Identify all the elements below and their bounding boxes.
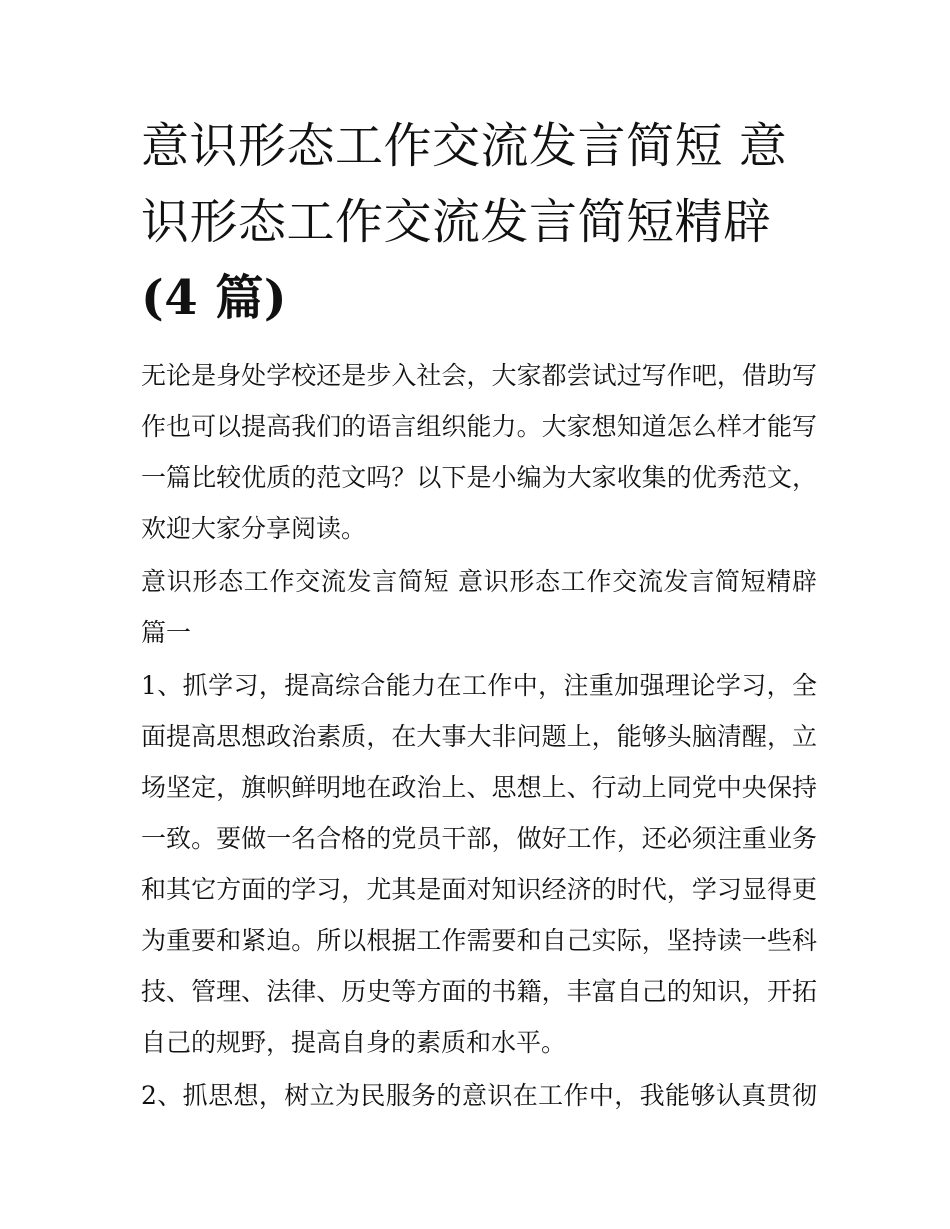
title-line: 识形态工作交流发言简短精辟 — [141, 194, 772, 250]
section-heading — [141, 556, 817, 658]
text-line: 无论是身处学校还是步入社会，大家都尝试过写作吧，借助写 — [141, 361, 817, 390]
text-line: 场坚定，旗帜鲜明地在政治上、思想上、行动上同党中央保持 — [141, 773, 817, 802]
point-2-paragraph — [141, 1070, 817, 1121]
text-line: 1、抓学习，提高综合能力在工作中，注重加强理论学习，全 — [141, 671, 817, 700]
text-line: 欢迎大家分享阅读。 — [141, 514, 367, 543]
text-line: 篇一 — [141, 618, 192, 647]
document-content — [141, 108, 817, 1121]
text-line: 技、管理、法律、历史等方面的书籍，丰富自己的知识，开拓 — [141, 977, 817, 1006]
title-line: (4 篇) — [141, 270, 288, 326]
text-line: 意识形态工作交流发言简短 意识形态工作交流发言简短精辟 — [141, 567, 817, 596]
text-line: 自己的规野，提高自身的素质和水平。 — [141, 1028, 567, 1057]
text-line: 一致。要做一名合格的党员干部，做好工作，还必须注重业务 — [141, 824, 817, 853]
document-title — [141, 108, 817, 336]
document-body — [141, 350, 817, 1121]
text-line: 面提高思想政治素质，在大事大非问题上，能够头脑清醒，立 — [141, 722, 817, 751]
text-line: 2、抓思想，树立为民服务的意识在工作中，我能够认真贯彻 — [141, 1081, 817, 1110]
text-line: 作也可以提高我们的语言组织能力。大家想知道怎么样才能写 — [141, 412, 817, 441]
title-line: 意识形态工作交流发言简短 意 — [141, 118, 788, 174]
point-1-paragraph — [141, 660, 817, 1068]
text-line: 和其它方面的学习，尤其是面对知识经济的时代，学习显得更 — [141, 875, 817, 904]
text-line: 为重要和紧迫。所以根据工作需要和自己实际，坚持读一些科 — [141, 926, 817, 955]
intro-paragraph — [141, 350, 817, 554]
text-line: 一篇比较优质的范文吗？以下是小编为大家收集的优秀范文， — [141, 463, 817, 492]
